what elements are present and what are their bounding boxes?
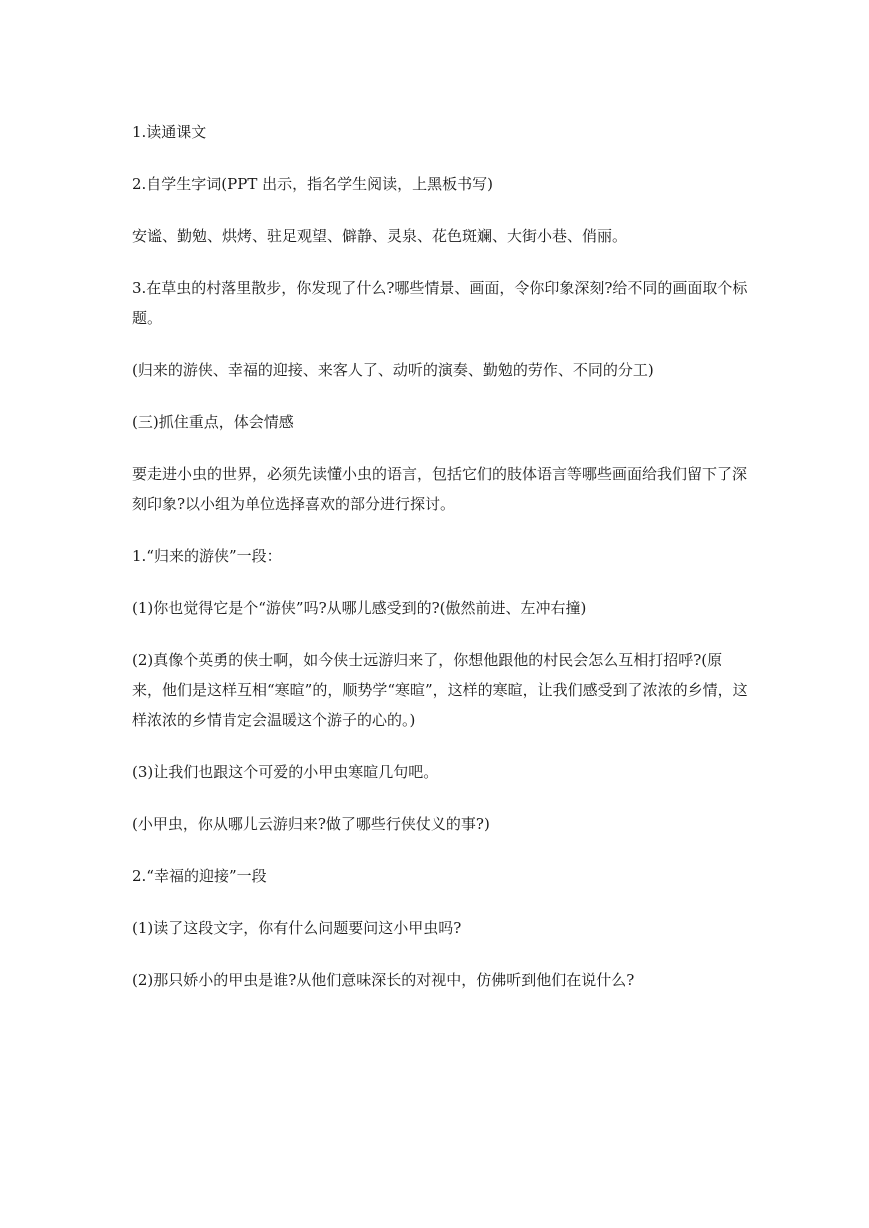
- section-heading: (三)抓住重点，体会情感: [132, 413, 294, 431]
- paragraph: 2.“幸福的迎接”一段: [132, 867, 267, 885]
- document-body: [132, 117, 752, 1017]
- paragraph: (3)让我们也跟这个可爱的小甲虫寒暄几句吧。: [132, 763, 439, 781]
- paragraph: 1.读通课文: [132, 123, 207, 141]
- paragraph: (归来的游侠、幸福的迎接、来客人了、动听的演奏、勤勉的劳作、不同的分工): [132, 361, 654, 379]
- paragraph: (2)那只娇小的甲虫是谁?从他们意味深长的对视中，仿佛听到他们在说什么?: [132, 971, 635, 989]
- paragraph: (1)你也觉得它是个“游侠”吗?从哪儿感受到的?(傲然前进、左冲右撞): [132, 599, 587, 617]
- paragraph: 3.在草虫的村落里散步，你发现了什么?哪些情景、画面，令你印象深刻?给不同的画面取个标题。: [132, 279, 748, 327]
- paragraph: 1.“归来的游侠”一段：: [132, 547, 282, 565]
- paragraph: 2.自学生字词(PPT 出示，指名学生阅读，上黑板书写): [132, 175, 493, 193]
- paragraph: (2)真像个英勇的侠士啊，如今侠士远游归来了，你想他跟他的村民会怎么互相打招呼?(原来，他们是这样互相“寒暄”的，顺势学“寒暄”，这样的寒暄，让我们感受到了浓浓的乡情，这样浓浓的乡情肯定会温暖这个游子的心的。): [132, 651, 748, 729]
- paragraph: 安谧、勤勉、烘烤、驻足观望、僻静、灵泉、花色斑斓、大街小巷、俏丽。: [132, 227, 628, 245]
- paragraph: 要走进小虫的世界，必须先读懂小虫的语言，包括它们的肢体语言等哪些画面给我们留下了深刻印象?以小组为单位选择喜欢的部分进行探讨。: [132, 465, 748, 513]
- paragraph: (1)读了这段文字，你有什么问题要问这小甲虫吗?: [132, 919, 462, 937]
- paragraph: (小甲虫，你从哪儿云游归来?做了哪些行侠仗义的事?): [132, 815, 490, 833]
